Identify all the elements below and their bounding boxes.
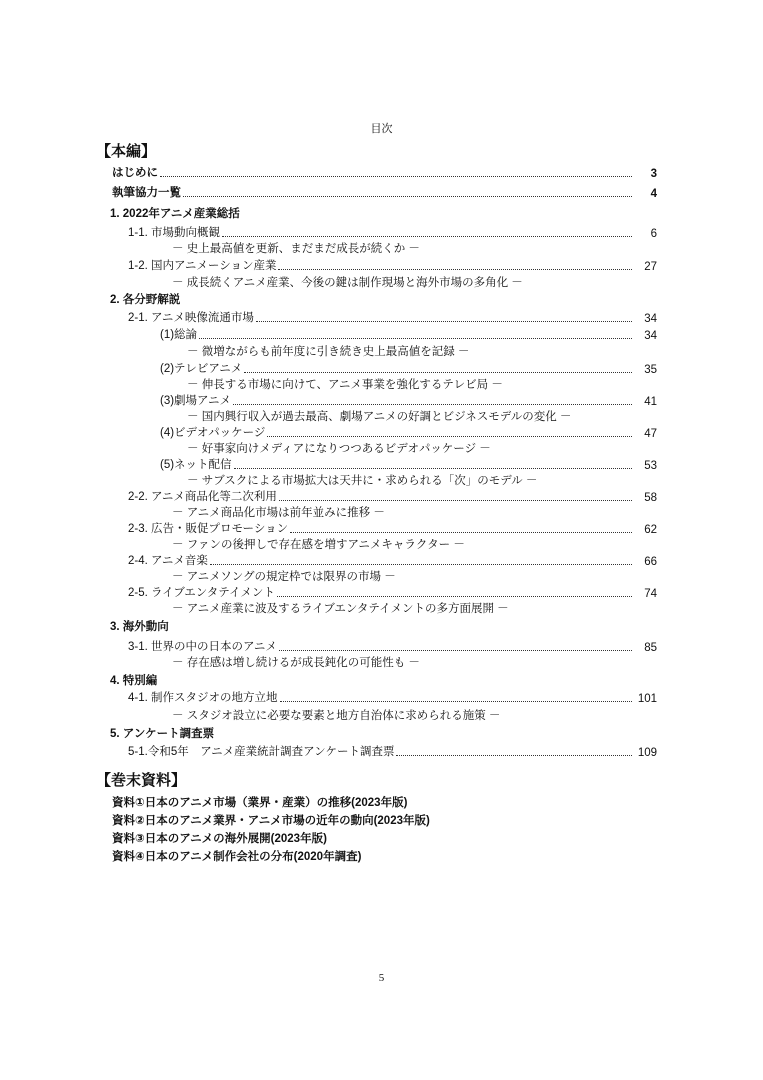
entry-subtitle	[187, 376, 503, 392]
appendix-item: 資料①日本のアニメ市場（業界・産業）の推移(2023年版)	[112, 797, 408, 809]
dot-leader	[233, 404, 632, 405]
entry-label: 2-3. 広告・販促プロモーション	[128, 523, 289, 535]
toc-entry[interactable]	[112, 164, 657, 180]
entry-label: 1. 2022年アニメ産業総括	[110, 208, 240, 220]
entry-label: － サブスクによる市場拡大は天井に・求められる「次」のモデル －	[187, 475, 538, 487]
entry-page-number: 74	[644, 588, 657, 600]
entry-subtitle	[187, 408, 571, 424]
section-heading	[110, 618, 169, 634]
entry-subtitle	[172, 536, 465, 552]
dot-leader	[210, 564, 632, 565]
toc-entry[interactable]	[128, 638, 657, 654]
dot-leader	[280, 701, 632, 702]
entry-label: 1-2. 国内アニメーション産業	[128, 260, 277, 272]
toc-entry[interactable]	[160, 456, 657, 472]
dot-leader	[267, 436, 632, 437]
entry-label: 2-1. アニメ映像流通市場	[128, 312, 254, 324]
entry-page-number: 62	[644, 524, 657, 536]
entry-page-number: 58	[644, 492, 657, 504]
dot-leader	[199, 338, 632, 339]
entry-label: 2. 各分野解説	[110, 294, 181, 306]
entry-label: － 成長続くアニメ産業、今後の鍵は制作現場と海外市場の多角化 －	[172, 277, 523, 289]
entry-label: 2-2. アニメ商品化等二次利用	[128, 491, 277, 503]
entry-label: (3)劇場アニメ	[160, 395, 231, 407]
entry-page-number: 109	[637, 747, 657, 759]
entry-label: － 存在感は増し続けるが成長鈍化の可能性も －	[172, 657, 420, 669]
entry-subtitle	[172, 600, 509, 616]
section-heading	[110, 291, 180, 307]
entry-page-number: 3	[650, 168, 657, 180]
toc-entry[interactable]	[128, 257, 657, 273]
section-heading	[110, 205, 240, 221]
entry-page-number: 66	[644, 556, 657, 568]
appendix-item: 資料④日本のアニメ制作会社の分布(2020年調査)	[112, 851, 362, 863]
entry-subtitle	[172, 504, 385, 520]
entry-label: － 国内興行収入が過去最高、劇場アニメの好調とビジネスモデルの変化 －	[187, 411, 572, 423]
appendix-heading: 【巻末資料】	[96, 772, 187, 789]
entry-label: － 伸長する市場に向けて、アニメ事業を強化するテレビ局 －	[187, 379, 503, 391]
entry-label: (5)ネット配信	[160, 459, 232, 471]
main-part-heading: 【本編】	[96, 143, 157, 160]
entry-label: － 史上最高値を更新、まだまだ成長が続くか －	[172, 243, 420, 255]
entry-label: 4-1. 制作スタジオの地方立地	[128, 692, 278, 704]
entry-label: － アニメソングの規定枠では限界の市場 －	[172, 571, 396, 583]
dot-leader	[183, 196, 632, 197]
entry-page-number: 41	[644, 396, 657, 408]
entry-label: 4. 特別編	[110, 675, 158, 687]
toc-entry[interactable]	[128, 584, 657, 600]
entry-label: 3. 海外動向	[110, 621, 169, 633]
entry-subtitle	[187, 343, 469, 359]
section-heading	[110, 672, 157, 688]
toc-entry[interactable]	[160, 392, 657, 408]
toc-entry[interactable]	[128, 689, 657, 705]
entry-subtitle	[187, 472, 537, 488]
entry-label: － スタジオ設立に必要な要素と地方自治体に求められる施策 －	[172, 710, 501, 722]
entry-label: 5. アンケート調査票	[110, 728, 215, 740]
dot-leader	[244, 372, 632, 373]
toc-entry[interactable]	[128, 552, 657, 568]
toc-entry[interactable]	[112, 184, 657, 200]
dot-leader	[234, 468, 632, 469]
dot-leader	[279, 500, 632, 501]
entry-label: (1)総論	[160, 329, 198, 341]
entry-page-number: 35	[644, 364, 657, 376]
entry-subtitle	[172, 240, 420, 256]
toc-entry[interactable]	[128, 743, 657, 759]
entry-page-number: 85	[644, 642, 657, 654]
appendix-item: 資料③日本のアニメの海外展開(2023年版)	[112, 833, 327, 845]
entry-label: － 微増ながらも前年度に引き続き史上最高値を記録 －	[187, 346, 470, 358]
entry-label: 2-5. ライブエンタテイメント	[128, 587, 275, 599]
dot-leader	[278, 269, 632, 270]
toc-entry[interactable]	[160, 326, 657, 342]
entry-label: (2)テレビアニメ	[160, 363, 243, 375]
dot-leader	[277, 596, 632, 597]
entry-label: (4)ビデオパッケージ	[160, 427, 266, 439]
dot-leader	[290, 532, 632, 533]
entry-label: － アニメ商品化市場は前年並みに推移 －	[172, 507, 385, 519]
toc-entry[interactable]	[128, 309, 657, 325]
entry-page-number: 4	[650, 188, 657, 200]
page-number: 5	[378, 972, 385, 984]
toc-entry[interactable]	[160, 360, 657, 376]
section-heading	[110, 725, 214, 741]
entry-page-number: 101	[637, 693, 657, 705]
entry-label: － ファンの後押しで存在感を増すアニメキャラクター －	[172, 539, 465, 551]
entry-page-number: 34	[644, 330, 657, 342]
toc-title: 目次	[370, 123, 393, 135]
toc-entry[interactable]	[128, 520, 657, 536]
entry-page-number: 27	[644, 261, 657, 273]
toc-entry[interactable]	[128, 224, 657, 240]
dot-leader	[222, 236, 632, 237]
entry-page-number: 6	[650, 228, 657, 240]
dot-leader	[160, 176, 632, 177]
entry-label: 1-1. 市場動向概観	[128, 227, 221, 239]
entry-subtitle	[172, 707, 500, 723]
entry-page-number: 53	[644, 460, 657, 472]
entry-label: はじめに	[112, 167, 158, 179]
entry-subtitle	[172, 654, 420, 670]
entry-label: 5-1.令和5年 アニメ産業統計調査アンケート調査票	[128, 746, 395, 758]
entry-subtitle	[172, 568, 396, 584]
entry-page-number: 47	[644, 428, 657, 440]
entry-subtitle	[187, 440, 491, 456]
entry-label: － アニメ産業に波及するライブエンタテイメントの多方面展開 －	[172, 603, 509, 615]
entry-page-number: 34	[644, 313, 657, 325]
dot-leader	[396, 755, 632, 756]
appendix-item: 資料②日本のアニメ業界・アニメ市場の近年の動向(2023年版)	[112, 815, 430, 827]
dot-leader	[279, 650, 632, 651]
entry-label: 2-4. アニメ音楽	[128, 555, 208, 567]
entry-label: － 好事家向けメディアになりつつあるビデオパッケージ －	[187, 443, 491, 455]
toc-entry[interactable]	[160, 424, 657, 440]
entry-label: 3-1. 世界の中の日本のアニメ	[128, 641, 277, 653]
entry-label: 執筆協力一覧	[112, 187, 181, 199]
toc-entry[interactable]	[128, 488, 657, 504]
dot-leader	[256, 321, 632, 322]
entry-subtitle	[172, 274, 523, 290]
